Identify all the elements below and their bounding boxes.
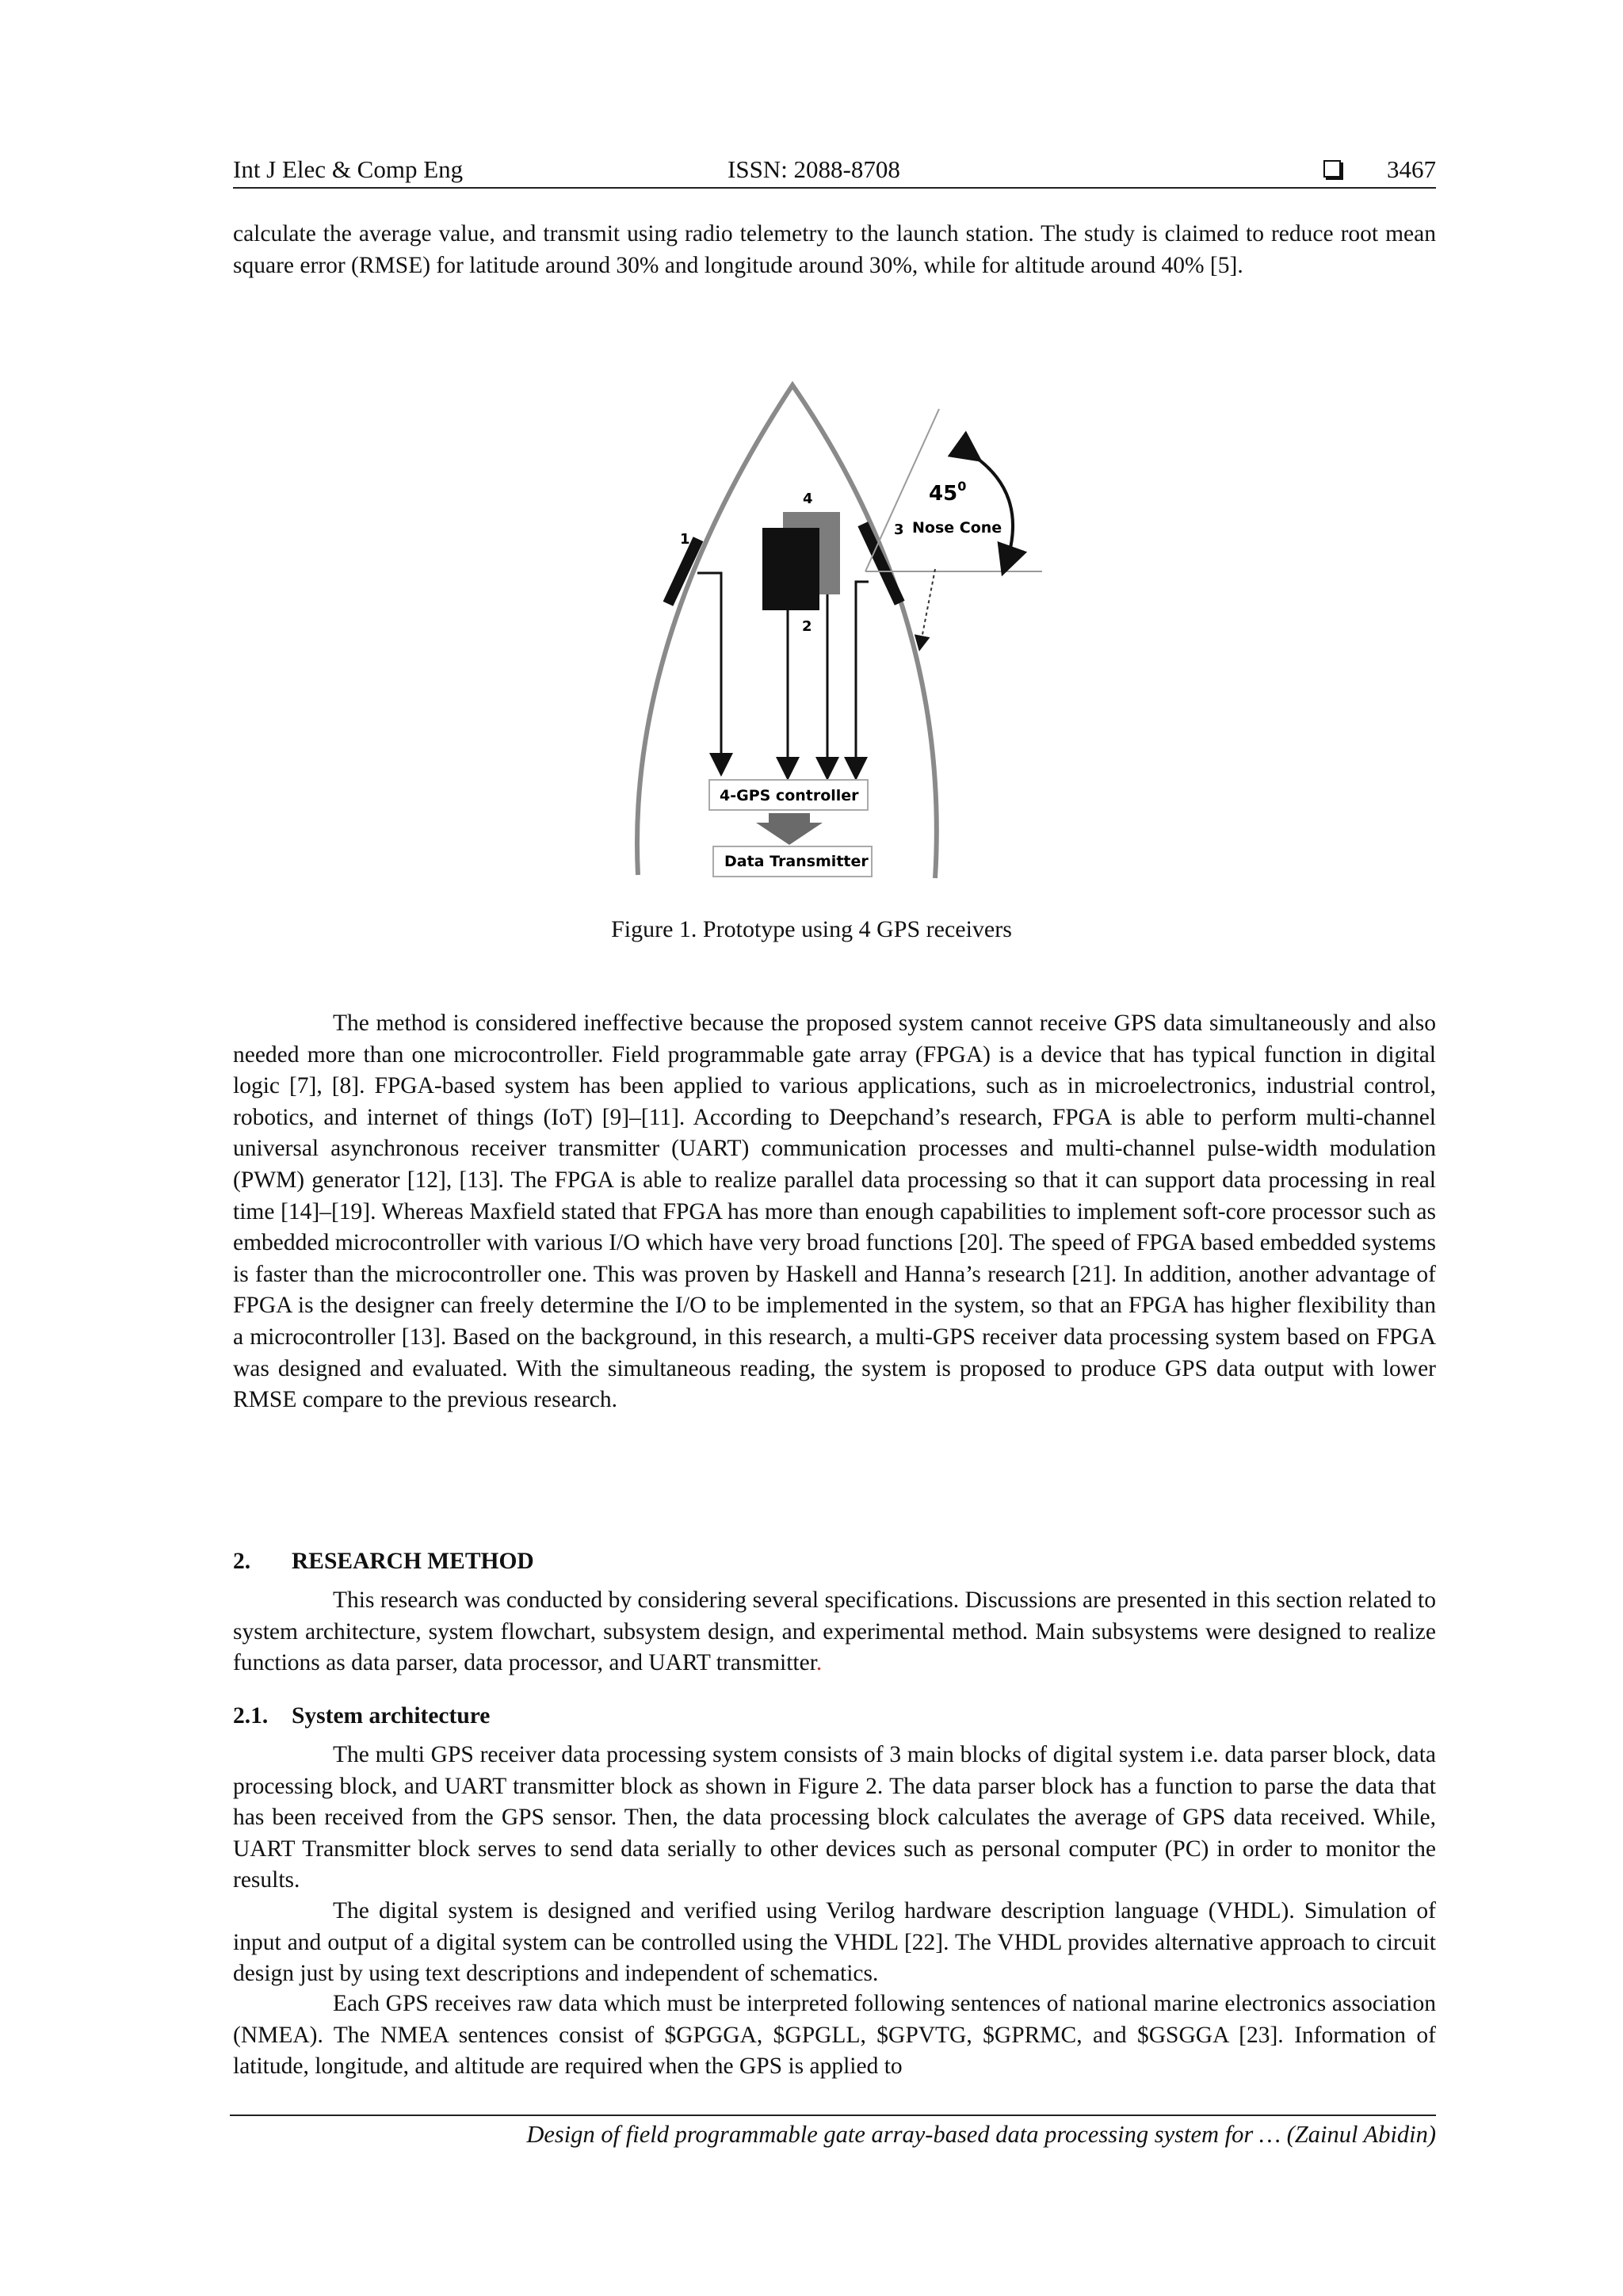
prototype-diagram — [618, 377, 1046, 884]
transmitter-label: Data Transmitter — [724, 853, 869, 870]
subsection-title: System architecture — [292, 1703, 491, 1729]
page-number: 3467 — [1387, 155, 1436, 183]
controller-label: 4-GPS controller — [720, 787, 859, 804]
label-gps-2: 2 — [802, 618, 812, 635]
section-title: RESEARCH METHOD — [292, 1549, 534, 1574]
paragraph-research-method-end: . — [815, 1650, 823, 1676]
subsection-number: 2.1. — [233, 1703, 269, 1729]
paragraph-architecture: The multi GPS receiver data processing system consists of 3 main blocks of digital system i.e. data parser block, data processing block, and UART transmitter block as shown in Figure 2. The data parser block has a function to parse the data that has been received from the GPS sensor. Then, the data processing block calculates the average of GPS data received. While, UART Transmitter block serves to send data serially to other devices such as personal computer (PC) in order to monitor the results. — [233, 1742, 1436, 1893]
paragraph-research-method — [233, 1585, 1436, 1679]
journal-name: Int J Elec & Comp Eng — [233, 155, 464, 183]
paragraph-intro-end: calculate the average value, and transmit using radio telemetry to the launch station. The study is claimed to reduce root mean square error (RMSE) for latitude around 30% and longitude around 30%, while for altitude around 40% [5]. — [233, 221, 1436, 278]
figure-caption: Figure 1. Prototype using 4 GPS receivers — [611, 916, 1012, 942]
nose-cone-pointer — [920, 569, 935, 647]
page-header — [233, 155, 1436, 189]
label-gps-4: 4 — [803, 491, 813, 507]
gps-receiver-2 — [762, 528, 819, 610]
paragraph-method-discussion: The method is considered ineffective because the proposed system cannot receive GPS data simultaneously and also needed more than one microcontroller. Field programmable gate array (FPGA) is a device that has typical function in digital logic [7], [8]. FPGA-based system has been applied to various applications, such as in microelectronics, industrial control, robotics, and internet of things (IoT) [9]–[11]. According to Deepchand’s research, FPGA is able to perform multi-channel universal asynchronous receiver transmitter (UART) communication processes and multi-channel pulse-width modulation (PWM) generator [12], [13]. The FPGA is able to realize parallel data processing so that it can support data processing in real time [14]–[19]. Whereas Maxfield stated that FPGA has more than enough capabilities to implement soft-core processor such as embedded microcontroller with various I/O which have very broad functions [20]. The speed of FPGA based embedded systems is faster than the microcontroller one. This was proven by Haskell and Hanna’s research [21]. In addition, another advantage of FPGA is the designer can freely determine the I/O to be implemented in the system, so that an FPGA has higher flexibility than a microcontroller [13]. Based on the background, in this research, a multi-GPS receiver data processing system based on FPGA was designed and evaluated. With the simultaneous reading, the system is proposed to produce GPS data output with lower RMSE compare to the previous research. — [233, 1010, 1436, 1413]
page-footer: Design of field programmable gate array-based data processing system for … (Zainul Abidin) — [526, 2121, 1436, 2148]
section-number: 2. — [233, 1549, 251, 1574]
subsection-heading-system-architecture — [233, 1703, 490, 1729]
label-gps-1: 1 — [680, 531, 690, 548]
paragraph-vhdl: The digital system is designed and verified using Verilog hardware description language (VHDL). Simulation of input and output of a digital system can be controlled using the VHDL [22]. The VHDL provides alternative approach to circuit design just by using text descriptions and independent of schematics. — [233, 1898, 1436, 1987]
paragraph-research-method-text: This research was conducted by considering several specifications. Discussions are presented in this section related to system architecture, system flowchart, subsystem design, and experimental method. Main subsystems were designed to realize functions as data parser, data processor, and UART transmitter — [233, 1587, 1436, 1676]
down-arrow-icon — [756, 813, 823, 845]
label-gps-3: 3 — [894, 521, 904, 538]
angle-value: $45^0$ — [929, 479, 967, 506]
figure-1 — [618, 377, 1046, 884]
footer-rule — [230, 2115, 1436, 2116]
issn: ISSN: 2088-8708 — [727, 155, 900, 183]
paragraph-nmea: Each GPS receives raw data which must be interpreted following sentences of national marine electronics association (NMEA). The NMEA sentences consist of $GPGGA, $GPGLL, $GPVTG, $GPRMC, and $GSGGA [23]. Information of latitude, longitude, and altitude are required when the GPS is applied to — [233, 1991, 1436, 2080]
checkbox-square-icon — [1323, 160, 1341, 178]
section-heading-research-method — [233, 1549, 534, 1575]
nose-cone-label: Nose Cone — [912, 519, 1002, 537]
angle-arc-arrow — [975, 457, 1013, 567]
